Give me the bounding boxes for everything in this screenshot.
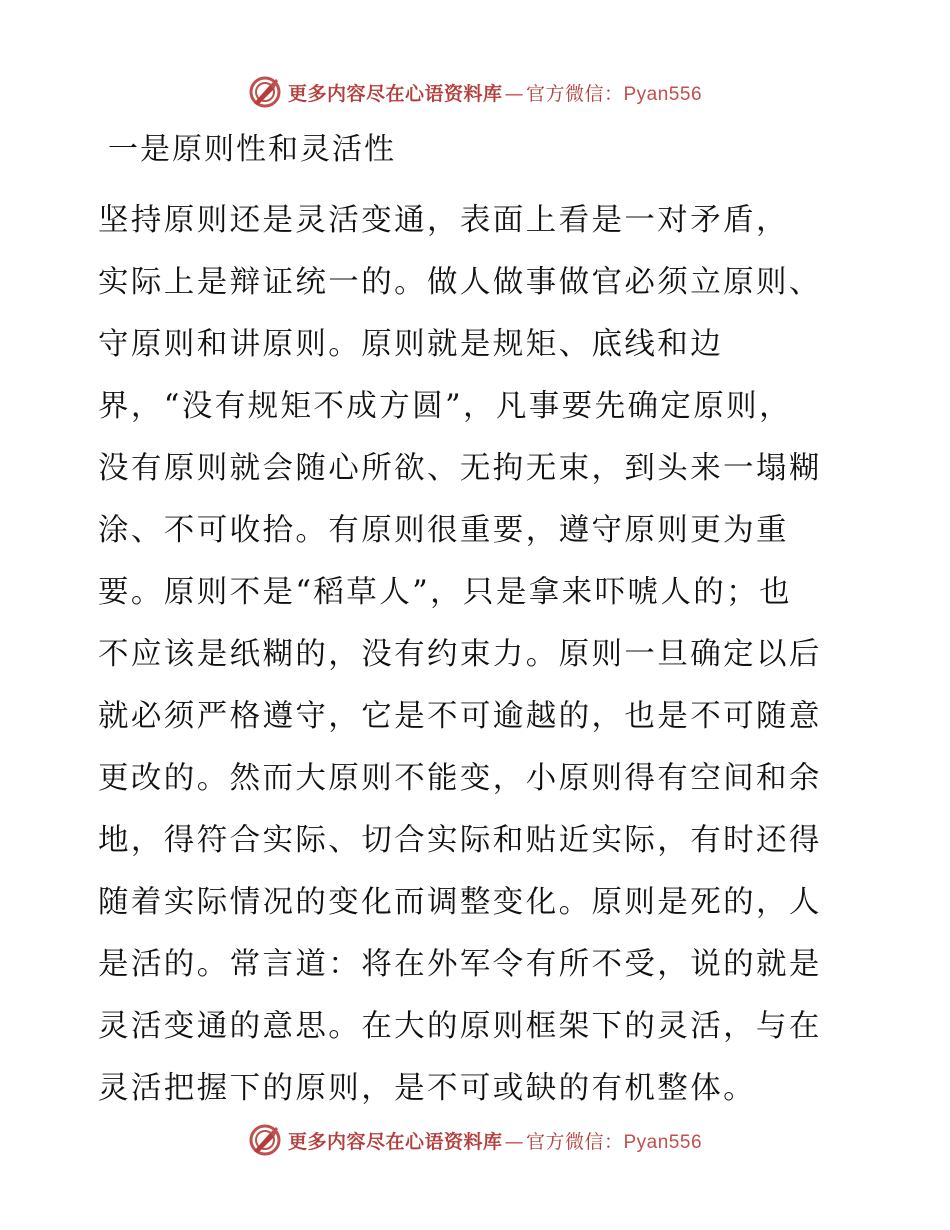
- banner-wechat-label: 官方微信：: [525, 1130, 624, 1153]
- banner-main-text: 更多内容尽在心语资料库: [287, 82, 503, 105]
- paragraph-line: 界，“没有规矩不成方圆”，凡事要先确定原则，: [98, 389, 792, 424]
- paragraph-line: 实际上是辩证统一的。做人做事做官必须立原则、: [98, 265, 822, 300]
- banner-wechat-id: Pyan556: [623, 1131, 703, 1153]
- paragraph-line: 就必须严格遵守，它是不可逾越的，也是不可随意: [98, 699, 822, 734]
- banner-separator: —: [504, 82, 524, 105]
- paragraph-line: 灵活变通的意思。在大的原则框架下的灵活，与在: [98, 1009, 822, 1044]
- footer-banner: [0, 1120, 950, 1160]
- banner-wechat-id: Pyan556: [623, 83, 703, 105]
- paragraph-line: 不应该是纸糊的，没有约束力。原则一旦确定以后: [98, 637, 822, 672]
- banner-separator: —: [504, 1130, 524, 1153]
- pen-nib-logo-icon: [248, 75, 282, 109]
- paragraph-line: 灵活把握下的原则，是不可或缺的有机整体。: [98, 1071, 756, 1106]
- paragraph-line: 要。原则不是“稻草人”，只是拿来吓唬人的；也: [98, 575, 792, 610]
- paragraph-line: 地，得符合实际、切合实际和贴近实际，有时还得: [98, 823, 822, 858]
- banner-text: [288, 79, 702, 106]
- paragraph-line: 没有原则就会随心所欲、无拘无束，到头来一塌糊: [98, 451, 822, 486]
- paragraph-line: 涂、不可收拾。有原则很重要，遵守原则更为重: [98, 513, 789, 548]
- pen-nib-logo-icon: [248, 1123, 282, 1157]
- paragraph-line: 随着实际情况的变化而调整变化。原则是死的，人: [98, 885, 822, 920]
- paragraph-line: 守原则和讲原则。原则就是规矩、底线和边: [98, 327, 724, 362]
- section-heading: 一是原则性和灵活性: [108, 132, 396, 167]
- paragraph-line: 是活的。常言道：将在外军令有所不受，说的就是: [98, 947, 822, 982]
- banner-text: [288, 1127, 702, 1154]
- banner-wechat-label: 官方微信：: [525, 82, 624, 105]
- banner-main-text: 更多内容尽在心语资料库: [287, 1130, 503, 1153]
- body-paragraph: [98, 190, 858, 1120]
- paragraph-line: 坚持原则还是灵活变通，表面上看是一对矛盾，: [98, 203, 789, 238]
- header-banner: [0, 72, 950, 112]
- paragraph-line: 更改的。然而大原则不能变，小原则得有空间和余: [98, 761, 822, 796]
